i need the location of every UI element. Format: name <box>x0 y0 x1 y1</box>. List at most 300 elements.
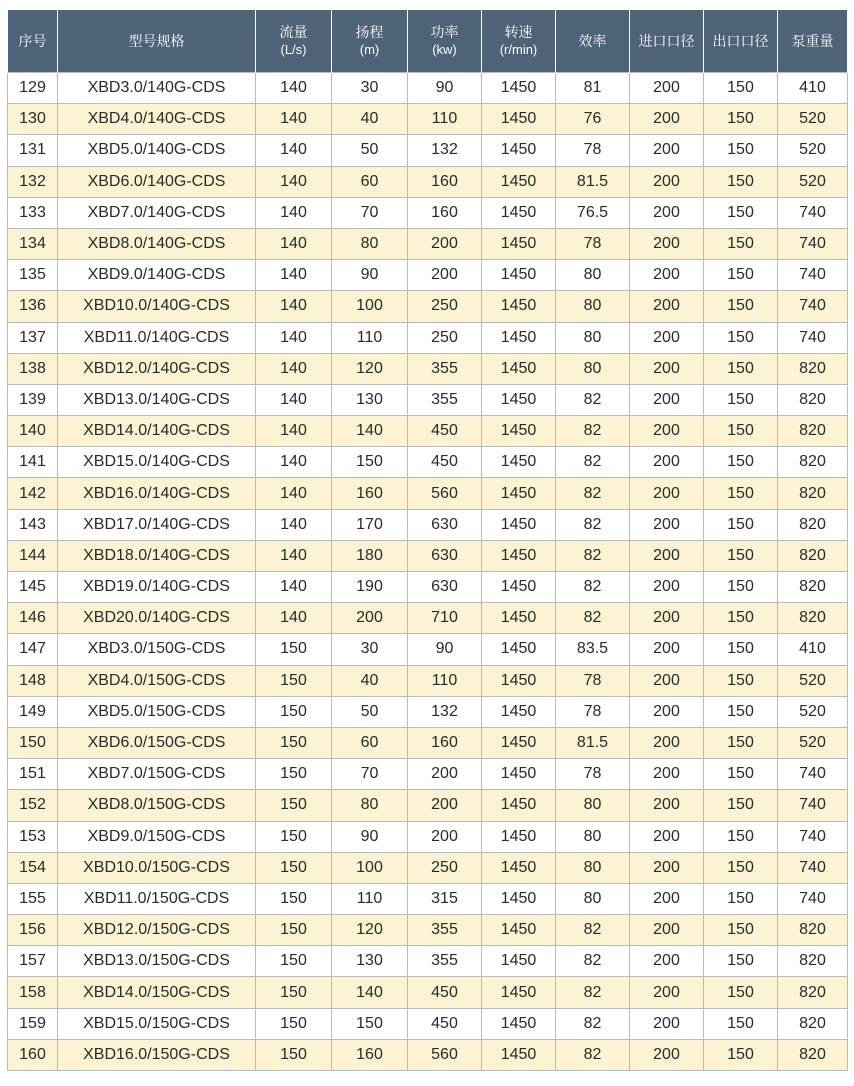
table-row <box>8 634 848 665</box>
cell-head: 120 <box>332 915 408 946</box>
cell-index: 158 <box>8 977 58 1008</box>
cell-speed: 1450 <box>482 260 556 291</box>
cell-pump-weight: 740 <box>778 228 848 259</box>
cell-model: XBD4.0/150G-CDS <box>58 665 256 696</box>
cell-power: 250 <box>408 291 482 322</box>
cell-efficiency: 78 <box>556 135 630 166</box>
header-pump-weight <box>778 10 848 73</box>
header-label: 进口口径 <box>638 33 695 49</box>
cell-head: 70 <box>332 197 408 228</box>
cell-inlet-diameter: 200 <box>630 353 704 384</box>
cell-efficiency: 78 <box>556 228 630 259</box>
cell-index: 131 <box>8 135 58 166</box>
cell-model: XBD17.0/140G-CDS <box>58 509 256 540</box>
cell-efficiency: 80 <box>556 852 630 883</box>
cell-pump-weight: 820 <box>778 353 848 384</box>
cell-efficiency: 80 <box>556 322 630 353</box>
cell-pump-weight: 820 <box>778 447 848 478</box>
cell-model: XBD8.0/140G-CDS <box>58 228 256 259</box>
cell-outlet-diameter: 150 <box>704 447 778 478</box>
cell-model: XBD6.0/150G-CDS <box>58 727 256 758</box>
cell-index: 156 <box>8 915 58 946</box>
cell-efficiency: 80 <box>556 883 630 914</box>
cell-inlet-diameter: 200 <box>630 696 704 727</box>
cell-power: 132 <box>408 696 482 727</box>
cell-model: XBD15.0/150G-CDS <box>58 1008 256 1039</box>
cell-speed: 1450 <box>482 416 556 447</box>
cell-head: 30 <box>332 73 408 104</box>
cell-inlet-diameter: 200 <box>630 790 704 821</box>
cell-speed: 1450 <box>482 291 556 322</box>
cell-speed: 1450 <box>482 790 556 821</box>
cell-speed: 1450 <box>482 104 556 135</box>
cell-efficiency: 80 <box>556 353 630 384</box>
cell-index: 149 <box>8 696 58 727</box>
table-row <box>8 1039 848 1070</box>
cell-efficiency: 81 <box>556 73 630 104</box>
cell-power: 200 <box>408 759 482 790</box>
cell-outlet-diameter: 150 <box>704 790 778 821</box>
cell-inlet-diameter: 200 <box>630 1039 704 1070</box>
cell-outlet-diameter: 150 <box>704 73 778 104</box>
cell-outlet-diameter: 150 <box>704 540 778 571</box>
cell-inlet-diameter: 200 <box>630 416 704 447</box>
cell-head: 50 <box>332 135 408 166</box>
cell-index: 145 <box>8 572 58 603</box>
cell-head: 50 <box>332 696 408 727</box>
cell-efficiency: 82 <box>556 572 630 603</box>
cell-efficiency: 82 <box>556 977 630 1008</box>
cell-power: 450 <box>408 1008 482 1039</box>
cell-model: XBD13.0/150G-CDS <box>58 946 256 977</box>
header-inlet-diameter <box>630 10 704 73</box>
cell-flow: 150 <box>256 946 332 977</box>
cell-flow: 140 <box>256 478 332 509</box>
cell-model: XBD4.0/140G-CDS <box>58 104 256 135</box>
cell-speed: 1450 <box>482 665 556 696</box>
cell-index: 129 <box>8 73 58 104</box>
cell-flow: 150 <box>256 852 332 883</box>
cell-head: 160 <box>332 478 408 509</box>
cell-efficiency: 78 <box>556 696 630 727</box>
cell-flow: 150 <box>256 727 332 758</box>
cell-inlet-diameter: 200 <box>630 665 704 696</box>
cell-flow: 140 <box>256 260 332 291</box>
cell-head: 140 <box>332 416 408 447</box>
table-row <box>8 572 848 603</box>
cell-index: 148 <box>8 665 58 696</box>
cell-head: 90 <box>332 260 408 291</box>
cell-speed: 1450 <box>482 353 556 384</box>
cell-outlet-diameter: 150 <box>704 977 778 1008</box>
cell-index: 144 <box>8 540 58 571</box>
cell-power: 160 <box>408 197 482 228</box>
cell-efficiency: 83.5 <box>556 634 630 665</box>
cell-efficiency: 82 <box>556 603 630 634</box>
cell-index: 147 <box>8 634 58 665</box>
cell-power: 200 <box>408 821 482 852</box>
cell-index: 141 <box>8 447 58 478</box>
cell-speed: 1450 <box>482 509 556 540</box>
table-row <box>8 790 848 821</box>
cell-pump-weight: 520 <box>778 135 848 166</box>
table-row <box>8 447 848 478</box>
cell-index: 134 <box>8 228 58 259</box>
cell-outlet-diameter: 150 <box>704 915 778 946</box>
cell-efficiency: 78 <box>556 759 630 790</box>
cell-inlet-diameter: 200 <box>630 260 704 291</box>
cell-efficiency: 82 <box>556 1039 630 1070</box>
table-row <box>8 478 848 509</box>
cell-power: 560 <box>408 478 482 509</box>
cell-speed: 1450 <box>482 447 556 478</box>
cell-outlet-diameter: 150 <box>704 727 778 758</box>
cell-outlet-diameter: 150 <box>704 883 778 914</box>
cell-efficiency: 78 <box>556 665 630 696</box>
cell-head: 130 <box>332 384 408 415</box>
cell-inlet-diameter: 200 <box>630 977 704 1008</box>
cell-flow: 140 <box>256 166 332 197</box>
cell-power: 160 <box>408 727 482 758</box>
header-unit: (r/min) <box>499 42 538 57</box>
cell-model: XBD13.0/140G-CDS <box>58 384 256 415</box>
cell-model: XBD7.0/140G-CDS <box>58 197 256 228</box>
cell-model: XBD15.0/140G-CDS <box>58 447 256 478</box>
cell-pump-weight: 740 <box>778 322 848 353</box>
cell-speed: 1450 <box>482 977 556 1008</box>
cell-speed: 1450 <box>482 634 556 665</box>
cell-index: 130 <box>8 104 58 135</box>
cell-flow: 140 <box>256 572 332 603</box>
cell-power: 355 <box>408 384 482 415</box>
cell-pump-weight: 820 <box>778 540 848 571</box>
table-row <box>8 540 848 571</box>
table-row <box>8 759 848 790</box>
table-row <box>8 353 848 384</box>
cell-power: 450 <box>408 977 482 1008</box>
cell-power: 710 <box>408 603 482 634</box>
cell-inlet-diameter: 200 <box>630 915 704 946</box>
table-row <box>8 603 848 634</box>
cell-power: 90 <box>408 634 482 665</box>
cell-pump-weight: 410 <box>778 634 848 665</box>
cell-speed: 1450 <box>482 759 556 790</box>
cell-pump-weight: 740 <box>778 821 848 852</box>
cell-flow: 150 <box>256 1008 332 1039</box>
header-model <box>58 10 256 73</box>
cell-flow: 150 <box>256 759 332 790</box>
cell-efficiency: 82 <box>556 416 630 447</box>
cell-speed: 1450 <box>482 322 556 353</box>
cell-outlet-diameter: 150 <box>704 852 778 883</box>
cell-pump-weight: 820 <box>778 509 848 540</box>
cell-index: 154 <box>8 852 58 883</box>
cell-model: XBD9.0/150G-CDS <box>58 821 256 852</box>
header-row <box>8 10 848 73</box>
cell-efficiency: 82 <box>556 509 630 540</box>
header-label: 转速 <box>504 24 533 40</box>
cell-outlet-diameter: 150 <box>704 228 778 259</box>
cell-efficiency: 82 <box>556 478 630 509</box>
table-row <box>8 260 848 291</box>
table-row <box>8 727 848 758</box>
table-row <box>8 1008 848 1039</box>
cell-inlet-diameter: 200 <box>630 478 704 509</box>
cell-head: 200 <box>332 603 408 634</box>
table-row <box>8 509 848 540</box>
cell-power: 315 <box>408 883 482 914</box>
cell-inlet-diameter: 200 <box>630 883 704 914</box>
cell-power: 355 <box>408 915 482 946</box>
cell-index: 135 <box>8 260 58 291</box>
table-row <box>8 665 848 696</box>
cell-outlet-diameter: 150 <box>704 634 778 665</box>
cell-power: 630 <box>408 540 482 571</box>
cell-speed: 1450 <box>482 135 556 166</box>
cell-inlet-diameter: 200 <box>630 509 704 540</box>
cell-outlet-diameter: 150 <box>704 696 778 727</box>
cell-model: XBD14.0/150G-CDS <box>58 977 256 1008</box>
cell-power: 110 <box>408 665 482 696</box>
cell-power: 160 <box>408 166 482 197</box>
header-label: 出口口径 <box>712 33 769 49</box>
table-row <box>8 322 848 353</box>
cell-outlet-diameter: 150 <box>704 291 778 322</box>
cell-pump-weight: 740 <box>778 759 848 790</box>
header-index <box>8 10 58 73</box>
cell-outlet-diameter: 150 <box>704 759 778 790</box>
cell-index: 157 <box>8 946 58 977</box>
cell-efficiency: 76.5 <box>556 197 630 228</box>
cell-speed: 1450 <box>482 478 556 509</box>
cell-speed: 1450 <box>482 197 556 228</box>
cell-flow: 150 <box>256 1039 332 1070</box>
cell-inlet-diameter: 200 <box>630 821 704 852</box>
cell-outlet-diameter: 150 <box>704 322 778 353</box>
table-row <box>8 852 848 883</box>
cell-pump-weight: 410 <box>778 73 848 104</box>
cell-flow: 150 <box>256 634 332 665</box>
cell-outlet-diameter: 150 <box>704 104 778 135</box>
cell-efficiency: 80 <box>556 291 630 322</box>
cell-speed: 1450 <box>482 915 556 946</box>
cell-outlet-diameter: 150 <box>704 135 778 166</box>
cell-model: XBD20.0/140G-CDS <box>58 603 256 634</box>
cell-pump-weight: 820 <box>778 416 848 447</box>
cell-power: 630 <box>408 509 482 540</box>
cell-inlet-diameter: 200 <box>630 166 704 197</box>
cell-efficiency: 76 <box>556 104 630 135</box>
cell-flow: 150 <box>256 883 332 914</box>
table-row <box>8 416 848 447</box>
header-label: 序号 <box>18 33 47 49</box>
cell-head: 100 <box>332 852 408 883</box>
table-row <box>8 166 848 197</box>
cell-outlet-diameter: 150 <box>704 353 778 384</box>
cell-inlet-diameter: 200 <box>630 946 704 977</box>
cell-outlet-diameter: 150 <box>704 1008 778 1039</box>
table-header <box>8 10 848 73</box>
cell-head: 70 <box>332 759 408 790</box>
spec-table-container <box>7 10 847 1071</box>
cell-power: 90 <box>408 73 482 104</box>
cell-flow: 140 <box>256 322 332 353</box>
cell-head: 150 <box>332 1008 408 1039</box>
cell-inlet-diameter: 200 <box>630 73 704 104</box>
table-row <box>8 821 848 852</box>
cell-power: 250 <box>408 322 482 353</box>
cell-pump-weight: 520 <box>778 104 848 135</box>
cell-flow: 150 <box>256 665 332 696</box>
cell-inlet-diameter: 200 <box>630 228 704 259</box>
cell-inlet-diameter: 200 <box>630 572 704 603</box>
cell-efficiency: 82 <box>556 540 630 571</box>
cell-outlet-diameter: 150 <box>704 166 778 197</box>
cell-power: 132 <box>408 135 482 166</box>
table-row <box>8 915 848 946</box>
cell-pump-weight: 740 <box>778 852 848 883</box>
cell-model: XBD19.0/140G-CDS <box>58 572 256 603</box>
cell-flow: 140 <box>256 73 332 104</box>
pump-spec-table <box>7 10 848 1071</box>
cell-index: 150 <box>8 727 58 758</box>
cell-power: 560 <box>408 1039 482 1070</box>
cell-efficiency: 82 <box>556 915 630 946</box>
table-row <box>8 883 848 914</box>
cell-pump-weight: 740 <box>778 883 848 914</box>
table-row <box>8 977 848 1008</box>
cell-power: 450 <box>408 416 482 447</box>
cell-outlet-diameter: 150 <box>704 821 778 852</box>
cell-pump-weight: 820 <box>778 977 848 1008</box>
cell-model: XBD3.0/150G-CDS <box>58 634 256 665</box>
cell-index: 133 <box>8 197 58 228</box>
cell-pump-weight: 820 <box>778 384 848 415</box>
cell-power: 355 <box>408 353 482 384</box>
cell-speed: 1450 <box>482 1039 556 1070</box>
cell-index: 142 <box>8 478 58 509</box>
cell-index: 138 <box>8 353 58 384</box>
table-row <box>8 696 848 727</box>
cell-outlet-diameter: 150 <box>704 665 778 696</box>
cell-speed: 1450 <box>482 696 556 727</box>
header-unit: (L/s) <box>280 42 307 57</box>
cell-pump-weight: 820 <box>778 946 848 977</box>
cell-power: 250 <box>408 852 482 883</box>
cell-pump-weight: 520 <box>778 665 848 696</box>
header-flow <box>256 10 332 73</box>
cell-pump-weight: 820 <box>778 572 848 603</box>
cell-index: 151 <box>8 759 58 790</box>
cell-index: 146 <box>8 603 58 634</box>
cell-outlet-diameter: 150 <box>704 478 778 509</box>
cell-flow: 140 <box>256 104 332 135</box>
cell-inlet-diameter: 200 <box>630 852 704 883</box>
header-label: 型号规格 <box>128 33 185 49</box>
cell-pump-weight: 820 <box>778 603 848 634</box>
cell-head: 130 <box>332 946 408 977</box>
cell-speed: 1450 <box>482 384 556 415</box>
cell-index: 160 <box>8 1039 58 1070</box>
header-efficiency <box>556 10 630 73</box>
cell-model: XBD12.0/150G-CDS <box>58 915 256 946</box>
cell-index: 140 <box>8 416 58 447</box>
cell-outlet-diameter: 150 <box>704 603 778 634</box>
cell-speed: 1450 <box>482 727 556 758</box>
cell-index: 136 <box>8 291 58 322</box>
cell-model: XBD16.0/150G-CDS <box>58 1039 256 1070</box>
cell-pump-weight: 740 <box>778 197 848 228</box>
cell-model: XBD10.0/150G-CDS <box>58 852 256 883</box>
cell-pump-weight: 740 <box>778 790 848 821</box>
cell-model: XBD3.0/140G-CDS <box>58 73 256 104</box>
cell-head: 60 <box>332 166 408 197</box>
cell-index: 139 <box>8 384 58 415</box>
cell-pump-weight: 520 <box>778 166 848 197</box>
cell-speed: 1450 <box>482 603 556 634</box>
cell-speed: 1450 <box>482 1008 556 1039</box>
cell-power: 630 <box>408 572 482 603</box>
cell-model: XBD10.0/140G-CDS <box>58 291 256 322</box>
cell-model: XBD16.0/140G-CDS <box>58 478 256 509</box>
cell-model: XBD18.0/140G-CDS <box>58 540 256 571</box>
cell-inlet-diameter: 200 <box>630 603 704 634</box>
cell-pump-weight: 820 <box>778 915 848 946</box>
cell-speed: 1450 <box>482 821 556 852</box>
cell-flow: 140 <box>256 540 332 571</box>
cell-outlet-diameter: 150 <box>704 384 778 415</box>
cell-speed: 1450 <box>482 852 556 883</box>
cell-pump-weight: 520 <box>778 696 848 727</box>
cell-efficiency: 80 <box>556 790 630 821</box>
cell-flow: 150 <box>256 821 332 852</box>
cell-index: 152 <box>8 790 58 821</box>
table-row <box>8 946 848 977</box>
table-row <box>8 384 848 415</box>
cell-head: 90 <box>332 821 408 852</box>
cell-model: XBD11.0/150G-CDS <box>58 883 256 914</box>
cell-efficiency: 81.5 <box>556 727 630 758</box>
cell-efficiency: 80 <box>556 821 630 852</box>
header-label: 泵重量 <box>791 33 834 49</box>
cell-model: XBD5.0/140G-CDS <box>58 135 256 166</box>
cell-head: 150 <box>332 447 408 478</box>
cell-head: 100 <box>332 291 408 322</box>
cell-head: 160 <box>332 1039 408 1070</box>
header-label: 功率 <box>430 24 459 40</box>
table-row <box>8 135 848 166</box>
cell-flow: 140 <box>256 197 332 228</box>
header-label: 效率 <box>578 33 607 49</box>
cell-flow: 140 <box>256 384 332 415</box>
cell-inlet-diameter: 200 <box>630 634 704 665</box>
cell-efficiency: 82 <box>556 384 630 415</box>
header-unit: (m) <box>359 42 380 57</box>
cell-power: 110 <box>408 104 482 135</box>
cell-outlet-diameter: 150 <box>704 197 778 228</box>
table-row <box>8 73 848 104</box>
cell-power: 200 <box>408 260 482 291</box>
cell-outlet-diameter: 150 <box>704 416 778 447</box>
cell-pump-weight: 740 <box>778 291 848 322</box>
cell-index: 137 <box>8 322 58 353</box>
cell-efficiency: 82 <box>556 1008 630 1039</box>
cell-index: 155 <box>8 883 58 914</box>
cell-flow: 150 <box>256 977 332 1008</box>
cell-head: 140 <box>332 977 408 1008</box>
cell-speed: 1450 <box>482 540 556 571</box>
cell-inlet-diameter: 200 <box>630 727 704 758</box>
